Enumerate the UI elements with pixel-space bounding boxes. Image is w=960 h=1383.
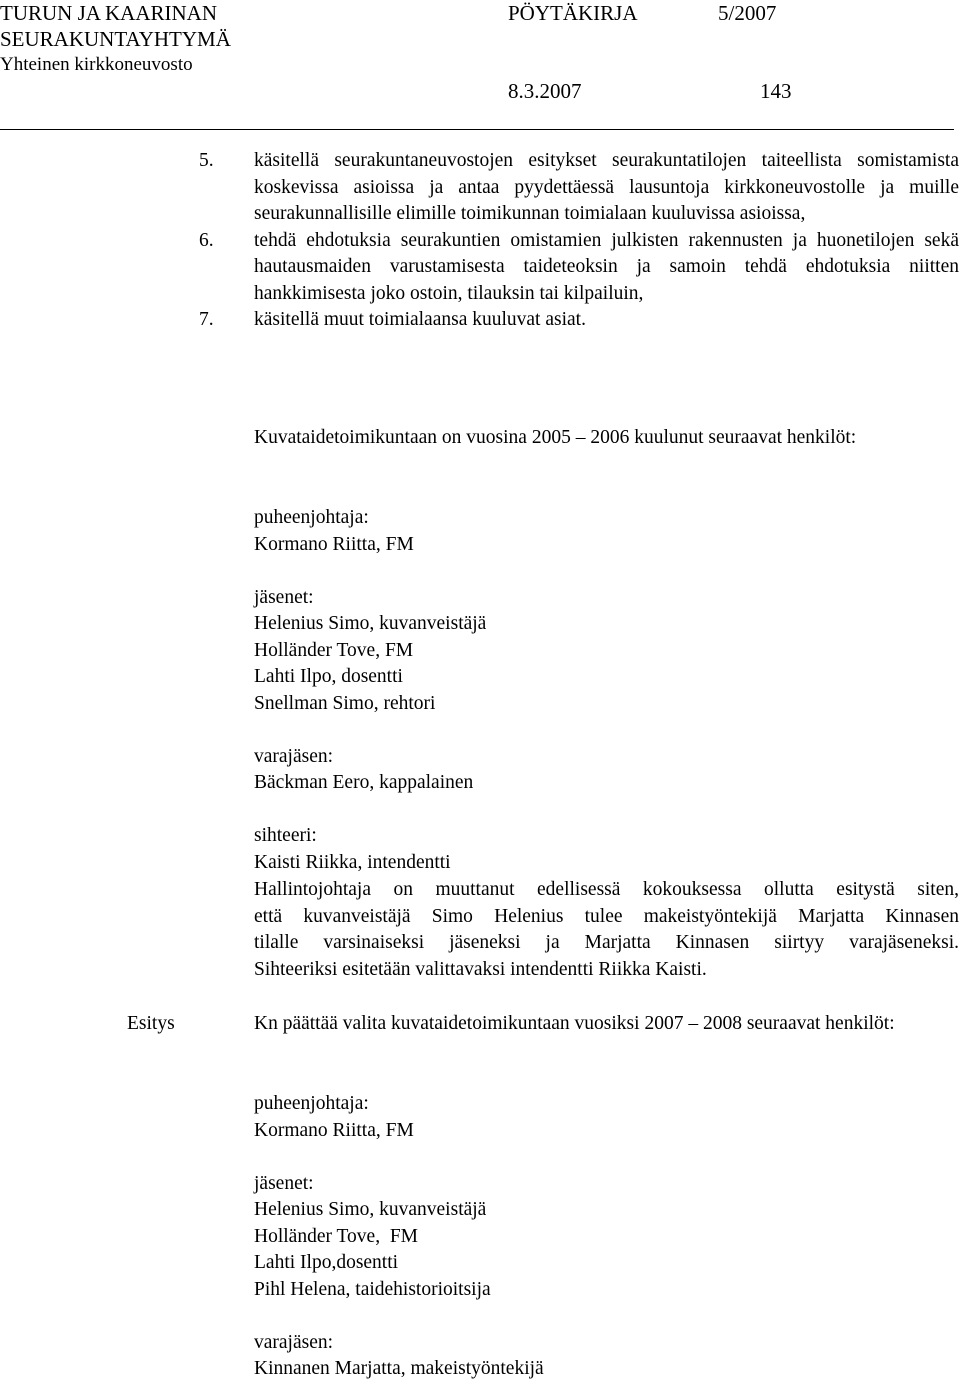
change-note-line: Hallintojohtaja on muuttanut edellisessä kokouksessa ollutta esitystä siten,: [254, 879, 959, 900]
member-name: Pihl Helena, taidehistorioitsija: [254, 1278, 491, 1300]
chair-name: Kormano Riitta, FM: [254, 1119, 414, 1141]
chair-name: Kormano Riitta, FM: [254, 533, 414, 555]
org-name-line3: Yhteinen kirkkoneuvosto: [0, 54, 193, 75]
change-note-line: että kuvanveistäjä Simo Helenius tulee makeistyöntekijä Marjatta Kinnasen: [254, 905, 959, 927]
members-2005: [254, 505, 486, 876]
meeting-date: 8.3.2007: [508, 79, 582, 103]
org-name-line2: SEURAKUNTAYHTYMÄ: [0, 27, 231, 51]
doc-type: PÖYTÄKIRJA: [508, 1, 638, 25]
org-name-line1: TURUN JA KAARINAN: [0, 1, 218, 25]
proposal-text: Kn päättää valita kuvataidetoimikuntaan vuosiksi 2007 – 2008 seuraavat henkilöt:: [254, 1013, 895, 1034]
list-item-number: 5.: [199, 150, 214, 171]
list-item-text: käsitellä muut toimialaansa kuuluvat asiat.: [254, 309, 586, 330]
member-name: Holländer Tove, FM: [254, 639, 414, 661]
list-item-text: tehdä ehdotuksia seurakuntien omistamien julkisten rakennusten ja huonetilojen sekä hautausmaiden varustamisesta taideteoksin ja samoin tehdä ehdotuksia niitten hankkimisesta joko ostoin, tilauksin tai kilpailuin,: [254, 229, 959, 304]
member-name: Helenius Simo, kuvanveistäjä: [254, 1199, 487, 1220]
list-item: [199, 307, 959, 334]
task-list: [199, 148, 959, 334]
members-label: jäsenet:: [254, 586, 314, 608]
change-note: [254, 877, 959, 983]
list-item: [199, 228, 959, 308]
deputy-name: Kinnanen Marjatta, makeistyöntekijä: [254, 1358, 544, 1379]
deputy-label: varajäsen:: [254, 1331, 334, 1353]
deputy-label: varajäsen:: [254, 745, 334, 767]
deputy-name: Bäckman Eero, kappalainen: [254, 772, 474, 793]
list-item-text: käsitellä seurakuntaneuvostojen esitykset seurakuntatilojen taiteellista somistamista koskevissa asioissa ja antaa pyydettäessä lausuntoja kirkkoneuvostolle ja muille seurakunnallisille elimille toimikunnan toimialaan kuuluvissa asioissa,: [254, 150, 959, 224]
list-item-number: 7.: [199, 309, 214, 330]
secretary-name: Kaisti Riikka, intendentti: [254, 851, 451, 873]
member-name: Holländer Tove, FM: [254, 1225, 419, 1247]
secretary-label: sihteeri:: [254, 825, 317, 846]
change-note-line: Sihteeriksi esitetään valittavaksi intendentti Riikka Kaisti.: [254, 958, 707, 980]
intro-paragraph-2005: Kuvataidetoimikuntaan on vuosina 2005 – 2006 kuulunut seuraavat henkilöt:: [254, 427, 857, 448]
list-item: [199, 148, 959, 228]
proposal-label: Esitys: [127, 1013, 175, 1034]
members-label: jäsenet:: [254, 1172, 314, 1194]
page-number: 143: [760, 79, 792, 103]
chair-label: puheenjohtaja:: [254, 507, 369, 528]
member-name: Lahti Ilpo,dosentti: [254, 1252, 399, 1273]
member-name: Snellman Simo, rehtori: [254, 692, 436, 714]
chair-label: puheenjohtaja:: [254, 1093, 369, 1114]
doc-number: 5/2007: [718, 1, 777, 25]
list-item-number: 6.: [199, 229, 214, 251]
members-2007: [254, 1091, 544, 1383]
change-note-line: tilalle varsinaiseksi jäseneksi ja Marjatta Kinnasen siirtyy varajäseneksi.: [254, 932, 959, 953]
header-divider: [0, 129, 954, 130]
member-name: Lahti Ilpo, dosentti: [254, 666, 403, 687]
member-name: Helenius Simo, kuvanveistäjä: [254, 613, 487, 634]
